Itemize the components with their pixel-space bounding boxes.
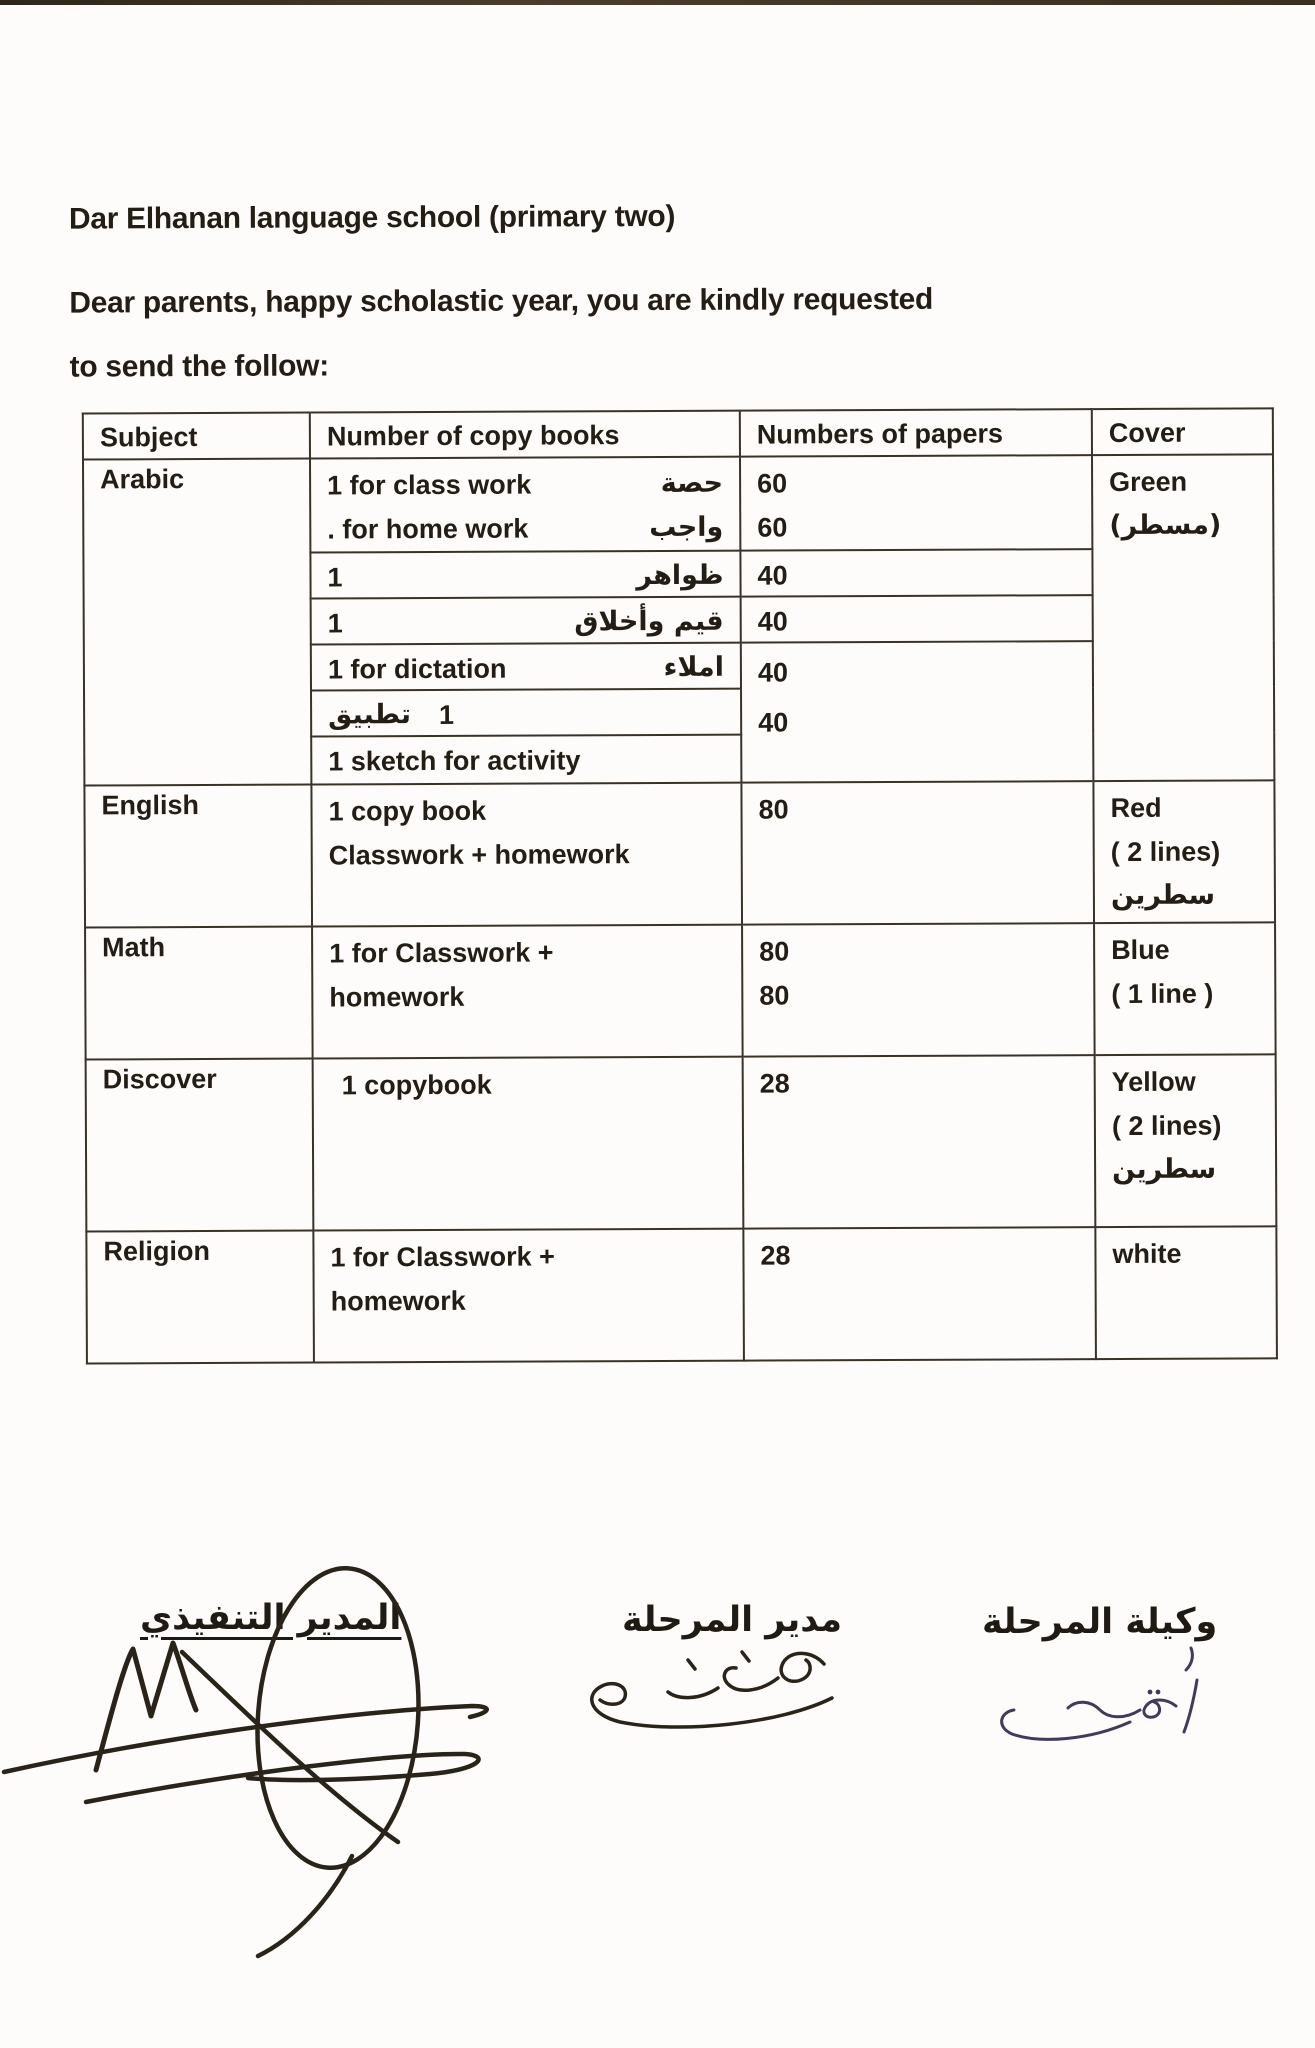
copybooks-cell-tatbeeq — [311, 689, 741, 737]
subject-cell-english: English — [84, 785, 312, 928]
copybook-line: 1 for Classwork + — [330, 1241, 555, 1273]
copybook-line: Classwork + homework — [328, 839, 630, 871]
subject-cell-arabic: Arabic — [83, 459, 311, 786]
copybook-line — [328, 648, 724, 690]
cover-cell-math — [1094, 922, 1276, 1055]
table-row-math — [85, 922, 1276, 1059]
copybook-line — [328, 694, 724, 736]
copybook-line: homework — [329, 981, 465, 1013]
copybooks-cell-sketch: 1 sketch for activity — [311, 735, 741, 785]
cover-color: Green — [1109, 466, 1188, 498]
table-row-english — [84, 780, 1275, 927]
copybooks-cell-qiyam — [311, 597, 741, 645]
copybook-text-ar: تطبيق — [328, 699, 412, 731]
cover-note: ( 1 line ) — [1111, 978, 1214, 1010]
cover-color: Blue — [1111, 934, 1170, 966]
papers-value: 80 — [759, 936, 790, 967]
cover-note: ( 2 lines) — [1111, 1110, 1222, 1142]
copybooks-cell-religion — [313, 1229, 744, 1363]
cover-cell-arabic — [1092, 454, 1274, 781]
cover-note: ( 2 lines) — [1110, 836, 1221, 868]
copybook-line: 1 copy book — [328, 795, 487, 827]
cover-cell-discover — [1095, 1054, 1277, 1227]
copybook-text-ar: املاء — [663, 651, 724, 683]
cover-note-ar: سطرين — [1110, 879, 1216, 912]
papers-value: 60 — [757, 512, 788, 543]
col-header-subject: Subject — [83, 413, 310, 460]
supplies-table — [82, 407, 1278, 1364]
copybook-line — [327, 506, 723, 552]
subject-cell-religion: Religion — [86, 1231, 314, 1364]
copybook-line: homework — [330, 1285, 466, 1317]
papers-value: 60 — [757, 468, 788, 499]
table-row-discover — [86, 1054, 1277, 1231]
cover-color: Red — [1110, 792, 1162, 824]
copybook-count: 1 — [327, 608, 343, 639]
cover-note-ar: (مسطر) — [1109, 509, 1222, 542]
papers-cell: 40 — [740, 549, 1092, 597]
table-header-row — [83, 408, 1273, 459]
copybook-line: 1 for Classwork + — [329, 937, 554, 969]
table-row-arabic-classwork — [83, 454, 1273, 553]
stage-deputy-title: وكيلة المرحلة — [982, 1602, 1218, 1642]
papers-cell — [741, 641, 1094, 783]
col-header-copybooks: Number of copy books — [310, 411, 740, 459]
papers-cell — [742, 923, 1095, 1057]
stage-deputy-signature — [1002, 1648, 1197, 1739]
intro-line-1: Dear parents, happy scholastic year, you are kindly requested — [69, 282, 934, 320]
copybooks-cell-english — [311, 783, 742, 927]
papers-cell — [740, 455, 1092, 551]
copybook-text-ar: حصة — [660, 467, 724, 499]
copybook-count: 1 — [438, 699, 455, 730]
copybook-text-en: 1 for class work — [327, 469, 532, 501]
cover-cell-english — [1093, 780, 1275, 923]
copybook-line — [327, 462, 723, 508]
copybook-count: 1 — [327, 562, 343, 593]
papers-cell: 40 — [741, 595, 1093, 643]
papers-value: 40 — [758, 707, 789, 738]
page-title: Dar Elhanan language school (primary two) — [68, 199, 676, 236]
subject-cell-math: Math — [85, 927, 313, 1060]
table-row-religion — [86, 1226, 1277, 1363]
copybook-text-en: 1 for dictation — [327, 653, 507, 685]
executive-director-title: المدير التنفيذي — [140, 1598, 402, 1638]
papers-cell: 28 — [743, 1227, 1096, 1361]
intro-line-2: to send the follow: — [69, 349, 329, 384]
papers-cell: 80 — [741, 781, 1094, 925]
stage-director-title: مدير المرحلة — [622, 1600, 843, 1640]
copybook-text-ar: ظواهر — [636, 559, 724, 592]
cover-cell-religion: white — [1095, 1226, 1277, 1359]
copybook-line — [327, 556, 723, 598]
copybooks-cell-dictation — [311, 643, 741, 691]
stage-director-signature — [592, 1652, 832, 1727]
copybook-text-en: . for home work — [327, 513, 529, 545]
papers-cell: 28 — [743, 1055, 1096, 1229]
papers-value: 80 — [759, 980, 790, 1011]
cover-color: Yellow — [1111, 1066, 1196, 1098]
subject-cell-discover: Discover — [86, 1059, 314, 1232]
copybook-text-ar: قيم وأخلاق — [574, 605, 724, 638]
cover-note-ar: سطرين — [1112, 1153, 1217, 1186]
scan-artifact-top-edge — [0, 0, 1315, 5]
copybook-text-ar: واجب — [649, 511, 724, 544]
copybooks-cell-zawaher — [310, 551, 740, 599]
papers-value: 40 — [757, 657, 789, 688]
copybooks-cell-math — [312, 925, 743, 1059]
copybook-line — [328, 602, 724, 644]
copybooks-cell-arabic-classwork — [310, 457, 740, 553]
col-header-cover: Cover — [1092, 408, 1273, 455]
copybooks-cell-discover: 1 copybook — [313, 1057, 744, 1231]
col-header-papers: Numbers of papers — [740, 409, 1092, 457]
